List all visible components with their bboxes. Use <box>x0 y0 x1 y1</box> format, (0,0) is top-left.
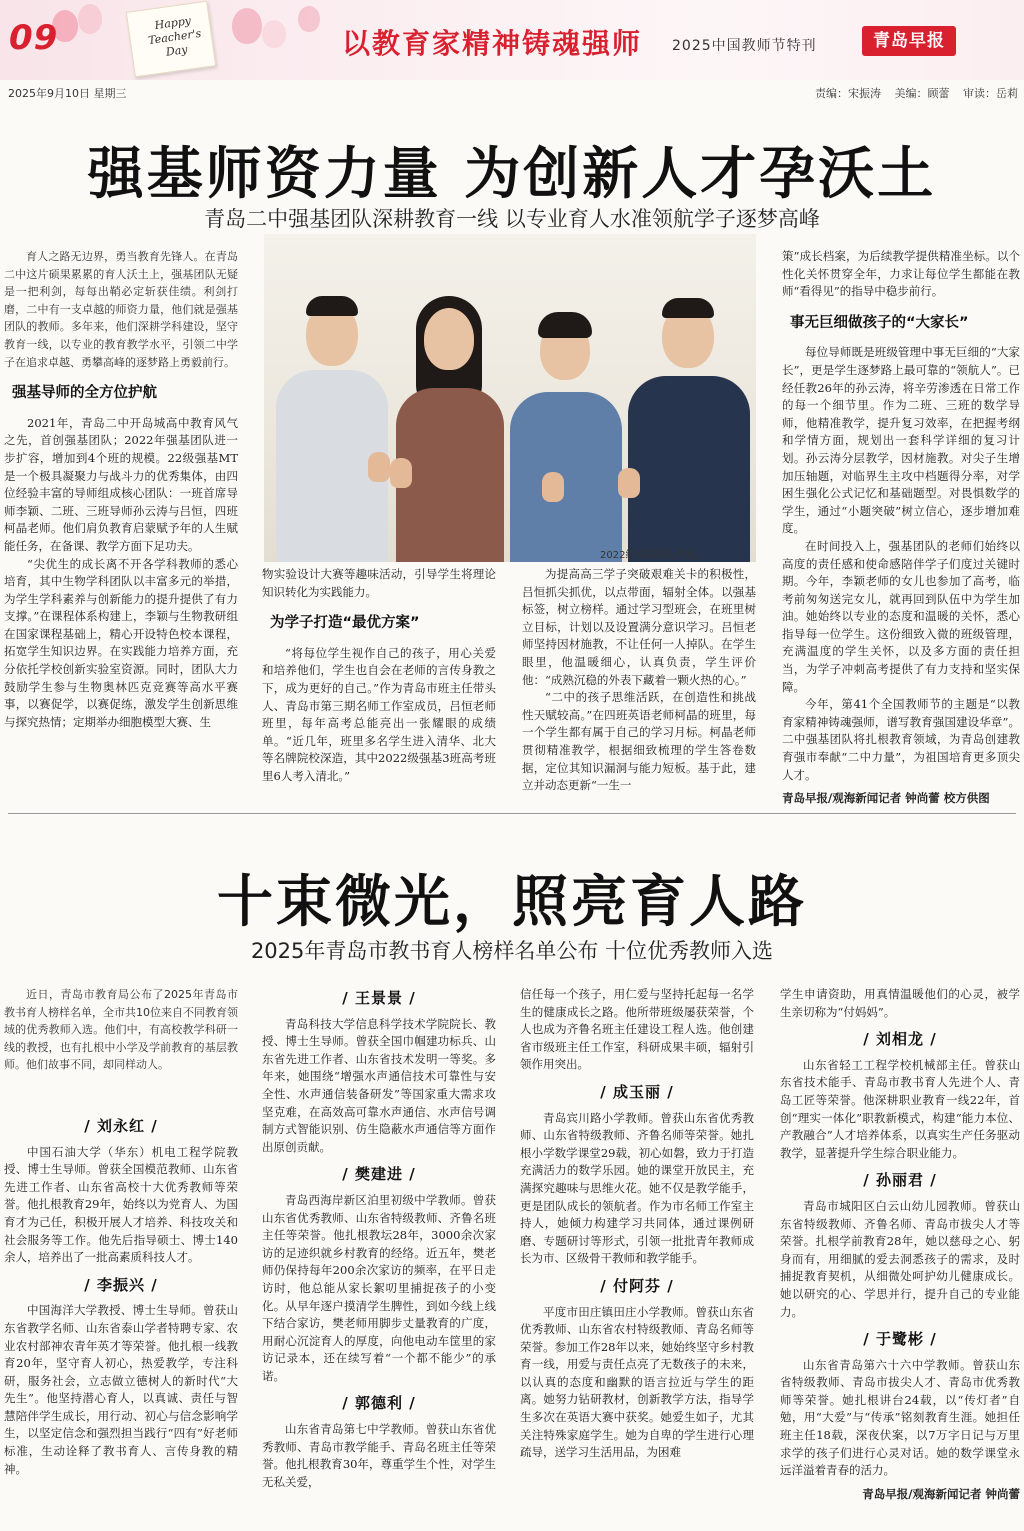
article1-lead: 育人之路无边界，勇当教育先锋人。在青岛二中这片硕果累累的育人沃土上，强基团队无疑是一把利剑，每每出鞘必定斩获佳绩。利剑打磨，二中有一支卓越的师资力量，他们就是强基团队的教师。多年来，他们深耕学科建设，坚守教育一线，以专业的教育教学水平，引领二中学子在追求卓越、勇攀高峰的逐梦路上勇毅前行。 <box>4 250 238 369</box>
paragraph: 信任每一个孩子，用仁爱与坚持托起每一名学生的健康成长之路。他所带班级屡获荣誉，个人也成为齐鲁名班主任建设工程人选。他创建省市级班主任工作室，科研成果丰硕，辐射引领作用突出。 <box>520 987 754 1072</box>
article2-column-2 <box>262 986 496 1526</box>
article1-column-2 <box>262 566 496 810</box>
article2-lead: 近日，青岛市教育局公布了2025年青岛市教书育人榜样名单，全市共10位来自不同教育领域的优秀教师入选。他们中，有高校教学科研一线的教授，也有扎根中小学及学前教育的基层教师。他们故事不同，却同样动人。 <box>4 988 238 1072</box>
dateline: 2025年9月10日 星期三 <box>8 87 127 100</box>
article2-headline: 十束微光，照亮育人路 <box>217 870 807 935</box>
subhead-mentor-escort: 强基导师的全方位护航 <box>12 385 157 402</box>
teacher-bio: 青岛科技大学信息科学技术学院院长、教授、博士生导师。曾获全国巾帼建功标兵、山东省先进工作者、山东省技术发明一等奖。多年来，她围绕“增强水声通信技术可靠性与安全性、水声通信装备研发”等国家重大需求攻坚克难，在高效高可靠水声通信、水声信号调制方式智能识别、仿生隐蔽水声通信等方面作出原创贡献。 <box>262 1016 496 1154</box>
teacher-name: / 李振兴 / <box>84 1275 158 1294</box>
subhead-best-plan: 为学子打造“最优方案” <box>270 615 420 632</box>
article2-byline: 青岛早报/观海新闻记者 钟尚蕾 <box>862 1486 1020 1501</box>
teacher-name: / 付阿芬 / <box>600 1276 674 1295</box>
teacher-bio: 青岛市城阳区白云山幼儿园教师。曾获山东省特级教师、齐鲁名师、青岛市拔尖人才等荣誉。扎根学前教育28年，她以慈母之心、躬身而有，用细腻的爱去洞悉孩子的需求，及时捕捉教育契机，从细微处呵护幼儿健康成长。她以研究的心、学思并行，提升自己的专业能力。 <box>780 1198 1020 1319</box>
teacher-bio: 山东省青岛第七中学教师。曾获山东省优秀教师、青岛市教学能手、青岛名班主任等荣誉。他扎根教育30年，尊重学生个性，对学生无私关爱， <box>262 1422 496 1489</box>
credit-editor: 责编：宋振涛 <box>815 87 881 100</box>
teacher-name: / 刘相龙 / <box>863 1030 937 1049</box>
teacher-figure <box>272 262 392 562</box>
teacher-bio: 中国石油大学（华东）机电工程学院教授、博士生导师。曾获全国模范教师、山东省先进工作者、山东省高校十大优秀教师等荣誉。他扎根教育29年，始终以为党育人、为国育才为己任，积极开展人才培养、科技攻关和社会服务等工作。他先后指导硕士、博士140余人，培养出了一批高素质科技人才。 <box>4 1144 238 1265</box>
teacher-bio: 青岛宾川路小学教师。曾获山东省优秀教师、山东省特级教师、齐鲁名师等荣誉。她扎根小学数学课堂29载，初心如磐，致力于打造充满活力的数学乐园。她的课堂开放民主，充满探究趣味与思维火花。她不仅是教学能手，更是团队成长的领航者。作为市名师工作室主持人，她倾力构建学习共同体，通过课例研磨、专题研讨等形式，引领一批批青年教师成长为市、区级骨干教师和教学能手。 <box>520 1110 754 1266</box>
paragraph: “将每位学生视作自己的孩子，用心关爱和培养他们，学生也自会在老师的言传身教之下，成为更好的自己。”作为青岛市班主任带头人、青岛市第三期名师工作室成员，吕恒老师班里，每年高考总能亮出一张耀眼的成绩单。“近几年，班里多名学生进入清华、北大等名牌院校深造，其中2022级强基3班高考班里6人考入清北。” <box>262 645 496 783</box>
paragraph: 策”成长档案，为后续教学提供精准坐标。以个性化关怀贯穿全年，力求让每位学生都能在教师“看得见”的指导中稳步前行。 <box>782 249 1020 299</box>
paragraph: 为提高高三学子突破艰难关卡的积极性，吕恒抓尖抓优，以点带面，辐射全体。以强基标签，树立榜样。通过学习型班会，在班里树立目标，计划以及设置满分意识学习。吕恒老师坚持因材施教，不让任何一人掉队。在学生眼里，他温暖细心，认真负责，学生评价他：“成熟沉稳的外表下藏着一颗火热的心。” <box>522 567 756 687</box>
credit-designer: 美编：顾蕾 <box>894 87 950 100</box>
teacher-name: / 成玉丽 / <box>600 1082 674 1101</box>
article1-column-1 <box>4 248 238 810</box>
credit-proofreader: 审读：岳莉 <box>963 87 1018 100</box>
article1-column-4 <box>782 248 1020 810</box>
teacher-bio: 山东省轻工工程学校机械部主任。曾获山东省技术能手、青岛市教书育人先进个人、青岛工匠等荣誉。他深耕职业教育一线22年，首创“理实一体化”职教新模式，构建“能力本位、产教融合”人才培养体系，以真实生产任务驱动教学，显著提升学生综合职业能力。 <box>780 1057 1020 1160</box>
paragraph: 每位导师既是班级管理中事无巨细的“大家长”，更是学生逐梦路上最可靠的“领航人”。已经任教26年的孙云涛，将辛劳渗透在日常工作的每一个细节里。作为二班、三班的数学导师，他精准教学，提升复习效率，在把握考纲和学情方面，规划出一套科学详细的复习计划。孙云涛分层教学，因材施教。对尖子生增加压轴题，对临界生主攻中档题得分率，对学困生强化公式记忆和基础题型。对畏惧数学的学生，通过“小题突破”树立信心，逐步增加难度。 <box>782 345 1020 536</box>
editor-credits <box>805 85 1018 101</box>
teacher-figure <box>390 282 508 562</box>
article1-column-3 <box>522 566 756 810</box>
teacher-bio: 山东省青岛第六十六中学教师。曾获山东省特级教师、青岛市拔尖人才、青岛市优秀教师等荣誉。她扎根讲台24载，以“传灯者”自勉，用“大爱”与“传承”铭刻教育生涯。她担任班主任18载，深夜伏案，以7万字日记与万里求学的孩子们进行心灵对话。她的数学课堂永远洋溢着青春的活力。 <box>780 1357 1020 1478</box>
article1-byline: 青岛早报/观海新闻记者 钟尚蕾 校方供图 <box>782 791 990 806</box>
paragraph: 物实验设计大赛等趣味活动，引导学生将理论知识转化为实践能力。 <box>262 567 496 599</box>
article2-column-4 <box>780 986 1020 1526</box>
subhead-big-parent: 事无巨细做孩子的“大家长” <box>790 314 969 331</box>
teacher-bio: 平度市田庄镇田庄小学教师。曾获山东省优秀教师、山东省农村特级教师、青岛名师等荣誉。参加工作28年以来，她始终坚守乡村教育一线，用爱与责任点亮了无数孩子的未来，以认真的态度和幽默的语言拉近与学生的距离。她努力钻研教材，创新教学方法，指导学生多次在英语大赛中获奖。她爱生如子，尤其关注特殊家庭学生。她为自卑的学生进行心理疏导，送学习生活用品，为困难 <box>520 1304 754 1460</box>
teacher-name: / 于鹭彬 / <box>863 1330 937 1349</box>
article2-subheadline: 2025年青岛市教书育人榜样名单公布 十位优秀教师入选 <box>250 939 774 963</box>
teacher-figure <box>504 292 626 562</box>
paragraph: 学生申请资助，用真情温暖他们的心灵，被学生亲切称为“付妈妈”。 <box>780 987 1020 1019</box>
article1-subheadline: 青岛二中强基团队深耕教育一线 以专业育人水准领航学子逐梦高峰 <box>204 207 820 231</box>
teachers-day-card <box>126 1 216 78</box>
special-title: 以教育家精神铸魂强师 <box>342 27 643 60</box>
teacher-figure <box>624 272 752 562</box>
paragraph: “尖优生的成长离不开各学科教师的悉心培育，其中生物学科团队以丰富多元的举措，为学生学科素养与创新能力的提升提供了有力支撑。”在课程体系构建上，李颖与生物教研组在国家课程基础上，精心开设特色校本课程，拓宽学生知识边界。在实践能力培养方面，充分依托学校创新实验室资源。同时，团队大力鼓励学生参与生物奥林匹克竞赛等高水平赛事，以赛促学，以赛促练，激发学生创新思维与探究热情；定期举办细胞模型大赛、生 <box>4 556 238 729</box>
page-number: 09 <box>9 18 59 58</box>
teacher-name: / 郭德利 / <box>342 1394 416 1413</box>
paragraph: “二中的孩子思维活跃，在创造性和挑战性天赋较高。”在四班英语老师柯晶的班里，每一个学生都有属于自己的学习月标。柯晶老师贯彻精准教学，根据细致梳理的学生答卷数据，定位其知识漏洞与能力短板。基于此，建立并动态更新“一生一 <box>522 690 756 793</box>
article2-column-1 <box>4 986 238 1526</box>
masthead <box>0 0 1024 80</box>
teacher-name: / 王景景 / <box>342 989 416 1007</box>
card-text: Happy Teacher's Day <box>147 14 203 59</box>
photo-caption: 2022级强基团队教师。 <box>600 550 706 561</box>
special-subtitle: 2025中国教师节特刊 <box>672 38 817 54</box>
section-divider <box>8 813 1016 814</box>
paragraph: 在时间投入上，强基团队的老师们始终以高度的责任感和使命感陪伴学子们度过关键时期。今年，李颖老师的女儿也参加了高考，临考前匆匆送完女儿，就再回到队伍中为学生加油。她始终以专业的态度和温暖的关怀，悉心指导每一位学生。这份细致入微的班级管理，充满温度的学生关怀，以及多方面的责任担当，为学子冲刺高考提供了有力支持和坚实保障。 <box>782 538 1020 694</box>
article2-column-3 <box>520 986 754 1526</box>
teacher-name: / 樊建进 / <box>342 1165 416 1184</box>
article1-headline: 强基师资力量 为创新人才孕沃土 <box>87 142 937 207</box>
paragraph: 2021年，青岛二中开岛城高中教育风气之先，首创强基团队；2022年强基团队进一步扩容，增加到4个班的规模。22级强基MT是一个极具凝聚力与战斗力的优秀集体，由四位经验丰富的导师组成核心团队：一班首席导师李颖、二班、三班导师孙云涛与吕恒，四班柯晶老师。他们肩负教育启蒙赋予年的人生赋能任务，在备课、教学方面下足功夫。 <box>4 415 238 553</box>
paragraph: 今年，第41个全国教师节的主题是“以教育家精神铸魂强师，谱写教育强国建设华章”。二中强基团队将扎根教育领域，为青岛创建教育强市奉献“二中力量”，为祖国培育更多顶尖人才。 <box>782 697 1020 782</box>
teacher-bio: 中国海洋大学教授、博士生导师。曾获山东省教学名师、山东省泰山学者特聘专家、农业农村部神农青年英才等荣誉。他扎根一线教育20年，坚守育人初心，热爱教学，专注科研，服务社会，立志做立德树人的新时代“大先生”。他坚持潜心育人，以真诚、责任与智慧陪伴学生成长，用行动、初心与信念影响学生，以坚定信念和强烈担当践行“四有”好老师标准，生动诠释了教书育人、言传身教的精神。 <box>4 1303 238 1476</box>
teacher-name: / 刘永红 / <box>84 1116 158 1135</box>
teacher-bio: 青岛西海岸新区泊里初级中学教师。曾获山东省优秀教师、山东省特级教师、齐鲁名班主任等荣誉。他扎根教坛28年，3000余次家访的足迹织就乡村教育的经络。近五年，樊老师仍保持每年200余次家访的频率，在平日走访时，他总能从家长絮叨里捕捉孩子的小变化。从早年逐户摸清学生脾性，到如今线上线下结合家访，樊老师用脚步丈量教育的广度，用耐心沉淀育人的厚度，向他电动车筐里的家访记录本，还在续写着“一个都不能少”的承诺。 <box>262 1192 496 1383</box>
team-photo <box>264 234 756 562</box>
newspaper-logo: 青岛早报 <box>862 26 956 56</box>
teacher-name: / 孙丽君 / <box>863 1171 937 1190</box>
